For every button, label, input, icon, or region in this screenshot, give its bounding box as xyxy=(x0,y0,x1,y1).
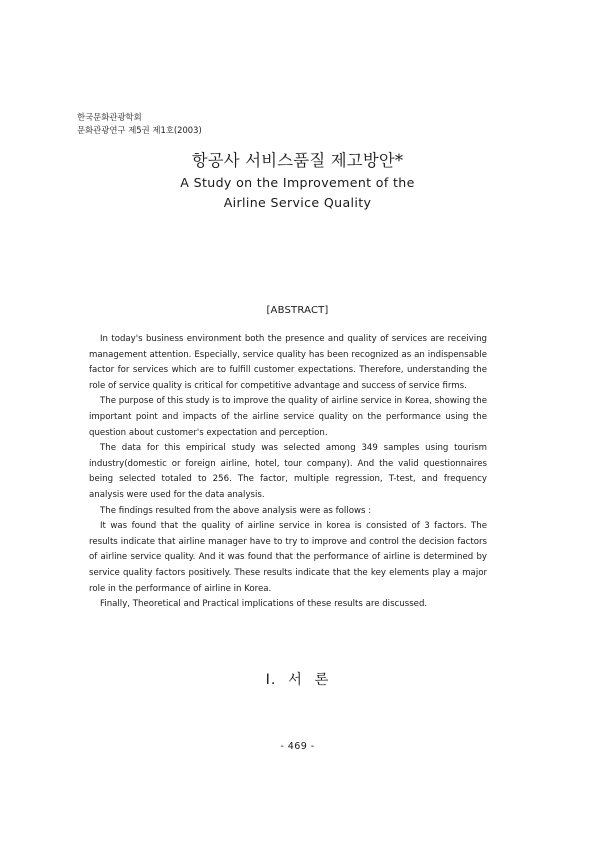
korean-title: 항공사 서비스품질 제고방안* xyxy=(191,151,404,170)
journal-header xyxy=(77,111,202,136)
journal-citation: 문화관광연구 제5권 제1호(2003) xyxy=(77,124,202,135)
abstract-paragraph: Finally, Theoretical and Practical implications of these results are discussed. xyxy=(100,599,428,610)
abstract-paragraph: In today's business environment both the presence and quality of services are receiving management attention. Especially, service quality has been recognized as an indispensable factor for services which are to fulfill customer expectations. Therefore, understanding the role of service quality is critical for competitive advantage and success of service firms. xyxy=(89,334,487,391)
abstract-body xyxy=(89,332,487,613)
society-name: 한국문화관광학회 xyxy=(77,112,142,122)
abstract-paragraph: The purpose of this study is to improve the quality of airline service in Korea, showing the important point and impacts of the airline service quality on the performance using the question about customer's expectation and perception. xyxy=(89,396,487,438)
english-title-line-2: Airline Service Quality xyxy=(223,194,372,210)
english-title xyxy=(0,173,595,212)
abstract-heading: [ABSTRACT] xyxy=(266,305,329,316)
abstract-paragraph: The data for this empirical study was selected among 349 samples using tourism industry(domestic or foreign airline, hotel, tour company). And the valid questionnaires being selected totaled to 256. The factor, multiple regression, T-test, and frequency analysis were used for the data analysis. xyxy=(89,443,487,500)
page-number: - 469 - xyxy=(280,741,315,752)
abstract-paragraph: The findings resulted from the above analysis were as follows : xyxy=(100,505,372,516)
section-heading-introduction: Ⅰ. 서 론 xyxy=(265,672,330,688)
abstract-paragraph: It was found that the quality of airline service in korea is consisted of 3 factors. The results indicate that airline manager have to try to improve and control the decision factors of airline service quality. And it was found that the performance of airline is determined by service quality factors positively. These results indicate that the key elements play a major role in the performance of airline in Korea. xyxy=(89,521,487,594)
english-title-line-1: A Study on the Improvement of the xyxy=(180,175,415,190)
